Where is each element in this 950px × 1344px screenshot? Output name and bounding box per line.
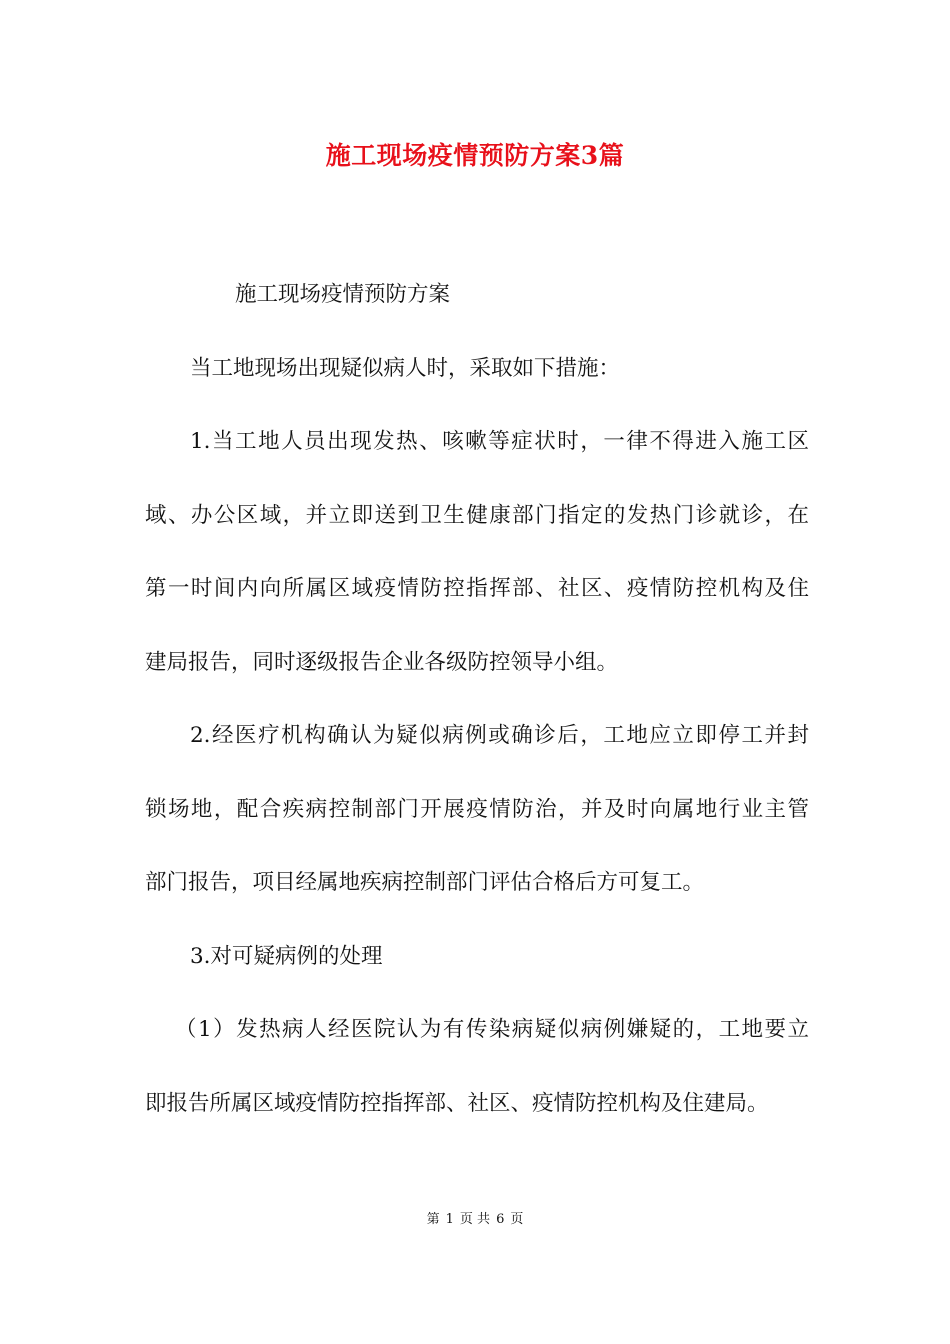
footer-total-pages: 6	[496, 1212, 505, 1227]
paragraph-line: 2.经医疗机构确认为疑似病例或确诊后，工地应立即停工并封	[190, 723, 809, 748]
footer-prefix: 第	[426, 1212, 440, 1227]
paragraph-line: 部门报告，项目经属地疾病控制部门评估合格后方可复工。	[145, 870, 705, 895]
paragraph-line: （1）发热病人经医院认为有传染病疑似病例嫌疑的，工地要立	[175, 1017, 809, 1042]
paragraph-line: 锁场地，配合疾病控制部门开展疫情防治，并及时向属地行业主管	[145, 796, 809, 822]
footer-middle: 页 共	[459, 1212, 491, 1227]
paragraph-line: 当工地现场出现疑似病人时，采取如下措施：	[190, 355, 621, 381]
footer-suffix: 页	[510, 1212, 524, 1227]
document-body	[145, 265, 809, 1147]
paragraph-line: 3.对可疑病例的处理	[190, 943, 383, 969]
section-heading: 施工现场疫情预防方案	[235, 282, 451, 307]
document-title: 施工现场疫情预防方案3篇	[325, 141, 625, 170]
paragraph-line: 第一时间内向所属区域疫情防控指挥部、社区、疫情防控机构及住	[145, 576, 809, 601]
paragraph-line: 1.当工地人员出现发热、咳嗽等症状时，一律不得进入施工区	[190, 429, 809, 454]
page-footer	[0, 1208, 950, 1227]
paragraph-line: 建局报告，同时逐级报告企业各级防控领导小组。	[145, 649, 619, 675]
paragraph-line: 域、办公区域，并立即送到卫生健康部门指定的发热门诊就诊，在	[145, 502, 809, 528]
paragraph-line: 即报告所属区域疫情防控指挥部、社区、疫情防控机构及住建局。	[145, 1090, 769, 1116]
footer-current-page: 1	[445, 1212, 454, 1227]
